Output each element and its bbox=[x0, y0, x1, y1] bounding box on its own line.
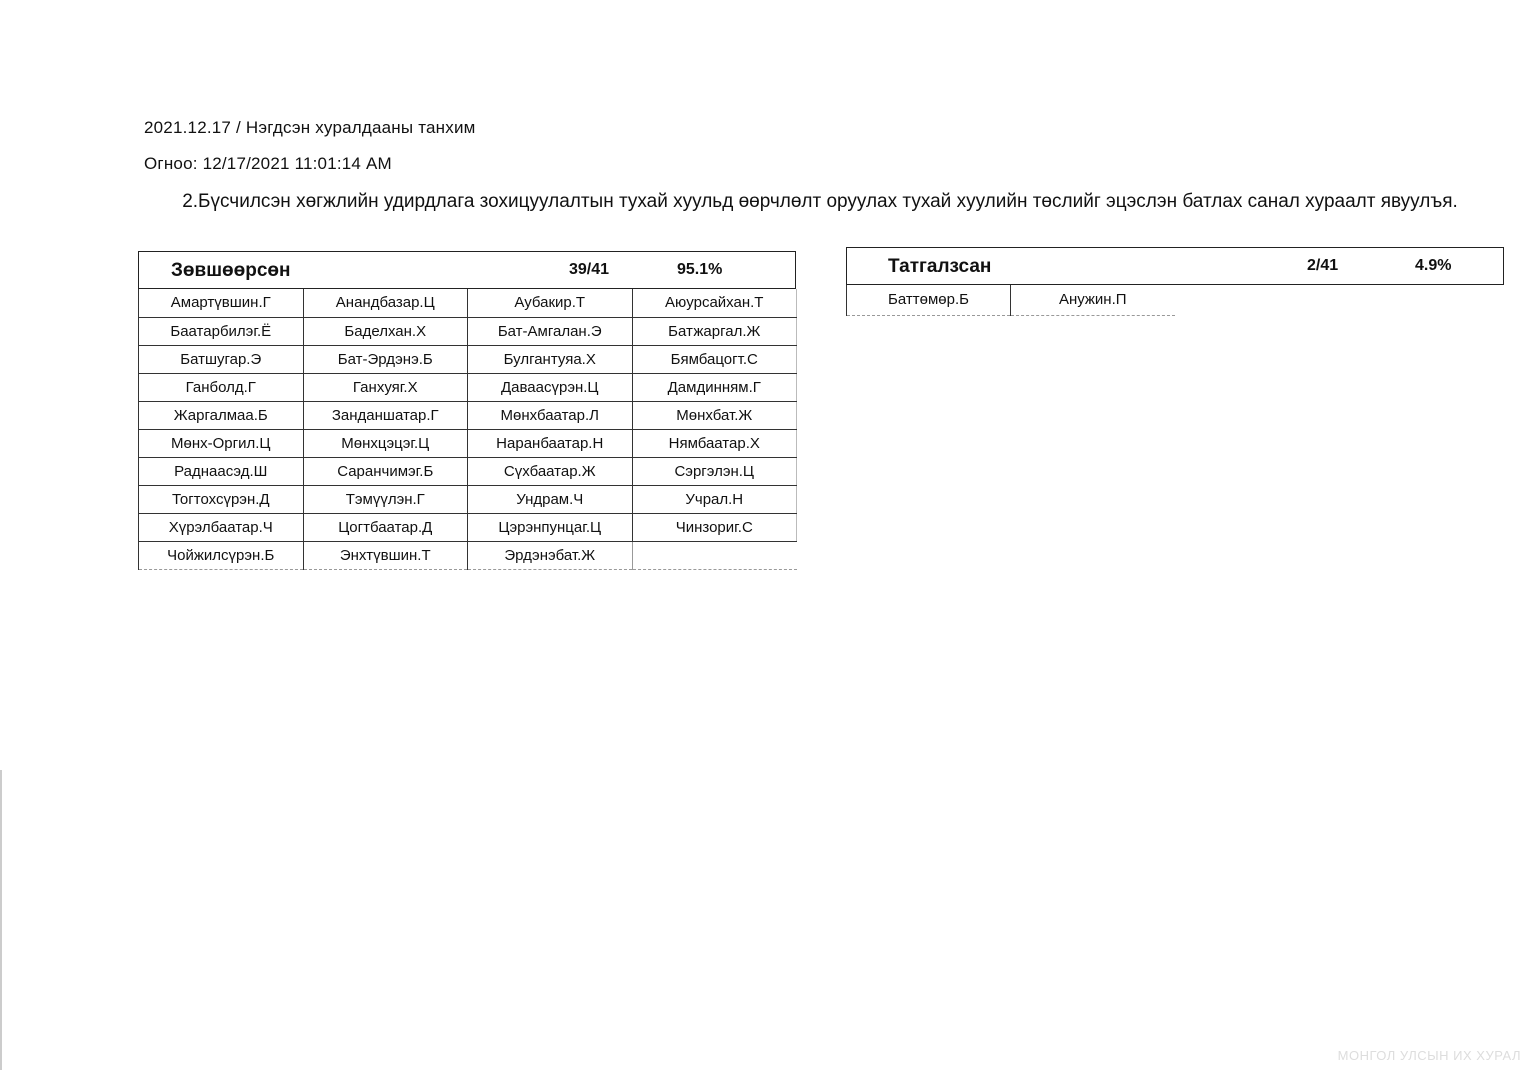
approve-section bbox=[138, 251, 796, 570]
approve-member-name: Мөнхбат.Ж bbox=[632, 401, 797, 429]
approve-member-name: Ганхуяг.Х bbox=[303, 373, 468, 401]
approve-member-name: Хүрэлбаатар.Ч bbox=[139, 513, 304, 541]
approve-member-name: Булгантуяа.Х bbox=[468, 345, 633, 373]
approve-member-name: Нямбаатар.Х bbox=[632, 429, 797, 457]
scan-edge-mark bbox=[0, 770, 2, 1070]
approve-member-name: Ундрам.Ч bbox=[468, 485, 633, 513]
approve-member-name: Батжаргал.Ж bbox=[632, 317, 797, 345]
approve-member-name: Дамдинням.Г bbox=[632, 373, 797, 401]
reject-member-name: Анужин.П bbox=[1011, 285, 1175, 315]
approve-row bbox=[139, 457, 797, 485]
approve-member-name: Саранчимэг.Б bbox=[303, 457, 468, 485]
approve-member-name: Учрал.Н bbox=[632, 485, 797, 513]
approve-member-name: Бат-Амгалан.Э bbox=[468, 317, 633, 345]
approve-member-name: Тэмүүлэн.Г bbox=[303, 485, 468, 513]
reject-header bbox=[846, 247, 1504, 285]
approve-member-name: Энхтүвшин.Т bbox=[303, 541, 468, 569]
reject-percent: 4.9% bbox=[1415, 257, 1452, 274]
approve-member-name: Раднаасэд.Ш bbox=[139, 457, 304, 485]
approve-member-name: Даваасүрэн.Ц bbox=[468, 373, 633, 401]
approve-member-name: Цэрэнпунцаг.Ц bbox=[468, 513, 633, 541]
approve-member-name: Сэргэлэн.Ц bbox=[632, 457, 797, 485]
approve-label: Зөвшөөрсөн bbox=[171, 260, 291, 281]
approve-row bbox=[139, 373, 797, 401]
approve-member-name: Цогтбаатар.Д bbox=[303, 513, 468, 541]
approve-row bbox=[139, 429, 797, 457]
approve-member-name: Аюурсайхан.Т bbox=[632, 289, 797, 317]
vote-date: Огноо: 12/17/2021 11:01:14 AM bbox=[144, 154, 392, 173]
approve-member-name: Чинзориг.С bbox=[632, 513, 797, 541]
approve-member-name: Амартүвшин.Г bbox=[139, 289, 304, 317]
reject-member-name: Баттөмөр.Б bbox=[847, 285, 1011, 315]
approve-row bbox=[139, 401, 797, 429]
approve-member-name: Сүхбаатар.Ж bbox=[468, 457, 633, 485]
approve-member-name: Мөнх-Оргил.Ц bbox=[139, 429, 304, 457]
reject-row bbox=[847, 285, 1175, 315]
reject-section bbox=[846, 247, 1504, 316]
approve-member-name: Батшугар.Э bbox=[139, 345, 304, 373]
approve-member-name: Аубакир.Т bbox=[468, 289, 633, 317]
approve-member-name: Бямбацогт.С bbox=[632, 345, 797, 373]
motion-title: 2.Бүсчилсэн хөгжлийн удирдлага зохицуулалтын тухай хуульд өөрчлөлт оруулах тухай хуулийн төслийг эцэслэн батлах санал хураалт явуулъя. bbox=[182, 191, 1458, 212]
approve-row bbox=[139, 541, 797, 569]
watermark: МОНГОЛ УЛСЫН ИХ ХУРАЛ bbox=[1337, 1048, 1521, 1063]
approve-member-name: Ганболд.Г bbox=[139, 373, 304, 401]
approve-member-name: Баатарбилэг.Ё bbox=[139, 317, 304, 345]
approve-count: 39/41 bbox=[569, 261, 610, 278]
approve-member-name: Мөнхбаатар.Л bbox=[468, 401, 633, 429]
approve-row bbox=[139, 289, 797, 317]
approve-percent: 95.1% bbox=[677, 261, 723, 278]
approve-member-name: Бат-Эрдэнэ.Б bbox=[303, 345, 468, 373]
session-heading: 2021.12.17 / Нэгдсэн хуралдааны танхим bbox=[144, 118, 476, 137]
approve-member-name: Мөнхцэцэг.Ц bbox=[303, 429, 468, 457]
approve-row bbox=[139, 513, 797, 541]
approve-member-name: Чойжилсүрэн.Б bbox=[139, 541, 304, 569]
reject-count: 2/41 bbox=[1307, 257, 1339, 274]
approve-member-name: Баделхан.Х bbox=[303, 317, 468, 345]
approve-header bbox=[138, 251, 796, 289]
approve-member-name: Эрдэнэбат.Ж bbox=[468, 541, 633, 569]
approve-row bbox=[139, 345, 797, 373]
approve-member-name: Наранбаатар.Н bbox=[468, 429, 633, 457]
approve-member-name: Жаргалмаа.Б bbox=[139, 401, 304, 429]
approve-row bbox=[139, 317, 797, 345]
approve-member-name: Занданшатар.Г bbox=[303, 401, 468, 429]
approve-empty-cell bbox=[632, 541, 797, 569]
approve-names-table bbox=[138, 289, 797, 570]
reject-label: Татгалзсан bbox=[888, 256, 992, 277]
reject-names-table bbox=[846, 285, 1175, 316]
approve-row bbox=[139, 485, 797, 513]
approve-member-name: Тогтохсүрэн.Д bbox=[139, 485, 304, 513]
approve-member-name: Анандбазар.Ц bbox=[303, 289, 468, 317]
